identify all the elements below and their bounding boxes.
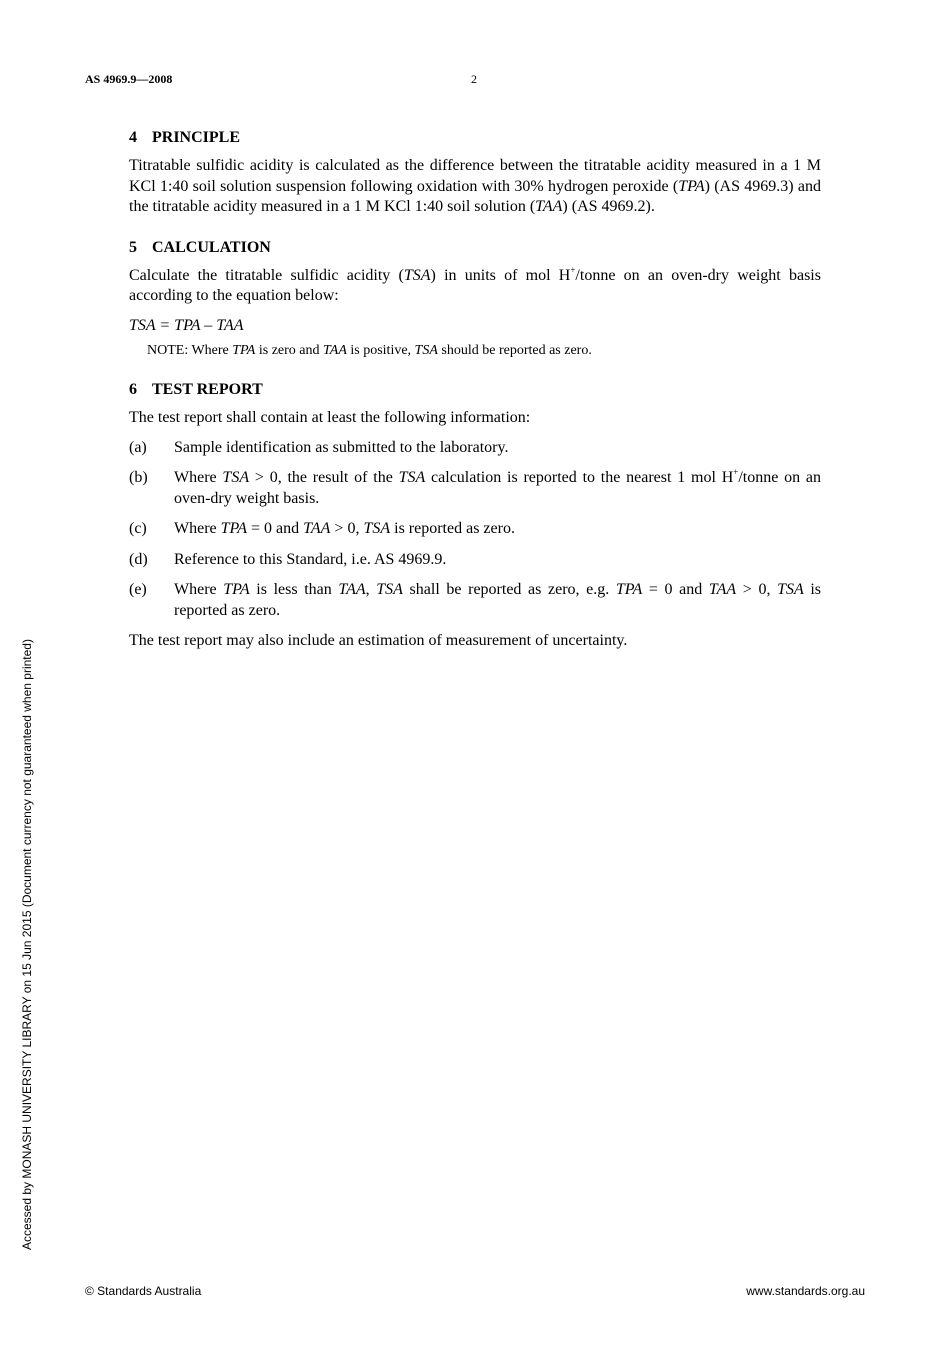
list-item bbox=[129, 438, 821, 459]
text-run: ) (AS 4969.2). bbox=[562, 198, 655, 215]
symbol-taa: TAA bbox=[303, 520, 331, 537]
symbol-tpa: TPA bbox=[678, 177, 705, 195]
text-run: /tonne on an oven-dry weight basis according to the equation below: bbox=[129, 266, 821, 304]
section-heading-test-report bbox=[129, 380, 821, 400]
equation: TSA = TPA – TAA bbox=[129, 316, 244, 334]
calculation-paragraph bbox=[129, 266, 821, 307]
symbol-tsa: TSA bbox=[414, 343, 438, 358]
list-item-text bbox=[174, 468, 821, 509]
symbol-taa: TAA bbox=[535, 198, 563, 215]
text-run: is less than bbox=[249, 581, 339, 598]
list-item-label: (c) bbox=[129, 520, 147, 537]
access-watermark-text: Accessed by MONASH UNIVERSITY LIBRARY on 15 Jun 2015 (Document currency not guaranteed when printed) bbox=[20, 639, 34, 1250]
text-run: calculation is reported to the nearest 1 mol H bbox=[425, 469, 734, 486]
test-report-intro: The test report shall contain at least the following information: bbox=[129, 409, 531, 426]
list-item-text: Reference to this Standard, i.e. AS 4969.9. bbox=[174, 550, 447, 568]
symbol-tsa: TSA bbox=[403, 266, 431, 284]
section-title: CALCULATION bbox=[152, 238, 271, 256]
text-run: is reported as zero. bbox=[174, 581, 822, 619]
symbol-tpa: TPA bbox=[220, 520, 248, 537]
page-content bbox=[129, 128, 821, 672]
symbol-tsa: TSA bbox=[376, 581, 403, 598]
section-calculation bbox=[129, 238, 821, 361]
footer-copyright: © Standards Australia bbox=[85, 1284, 202, 1298]
text-run: is zero and bbox=[255, 343, 324, 358]
page-number: 2 bbox=[471, 72, 477, 86]
text-run: shall be reported as zero, e.g. bbox=[402, 581, 616, 598]
text-run: > 0, the result of the bbox=[249, 469, 399, 486]
section-heading-calculation bbox=[129, 238, 821, 258]
superscript-plus: + bbox=[733, 467, 739, 477]
section-title: PRINCIPLE bbox=[152, 129, 241, 146]
list-item bbox=[129, 580, 821, 621]
symbol-tsa: TSA bbox=[777, 581, 804, 598]
section-number: 6 bbox=[129, 381, 137, 398]
text-run: = 0 and bbox=[247, 520, 304, 537]
section-heading-principle bbox=[129, 128, 821, 148]
text-run: is positive bbox=[346, 343, 408, 358]
section-test-report bbox=[129, 380, 821, 652]
report-items-list bbox=[129, 438, 821, 622]
text-run: > 0, bbox=[330, 520, 364, 537]
list-item-text bbox=[174, 580, 821, 621]
text-run: , bbox=[407, 343, 415, 358]
footer-website: www.standards.org.au bbox=[746, 1284, 865, 1298]
section-principle bbox=[129, 128, 821, 218]
text-run: Titratable sulfidic acidity is calculated as the difference between the titratable acidity measured in a 1 M KCl 1:40 soil solution suspension following oxidation with 30% hydrogen peroxide ( bbox=[129, 157, 821, 195]
symbol-tsa: TSA bbox=[398, 469, 426, 486]
text-run: is reported as zero. bbox=[390, 520, 515, 537]
test-report-closing: The test report may also include an estimation of measurement of uncertainty. bbox=[129, 632, 628, 649]
list-item-text: Sample identification as submitted to the laboratory. bbox=[174, 438, 509, 456]
symbol-tpa: TPA bbox=[232, 343, 256, 358]
symbol-tsa: TSA bbox=[363, 520, 391, 537]
symbol-tpa: TPA bbox=[615, 581, 643, 598]
symbol-taa: TAA bbox=[323, 343, 347, 358]
section-number: 4 bbox=[129, 129, 137, 146]
standard-id: AS 4969.9—2008 bbox=[85, 72, 173, 86]
note bbox=[147, 342, 821, 360]
text-run: should be reported as zero. bbox=[437, 343, 592, 358]
list-item bbox=[129, 468, 821, 509]
symbol-taa: TAA bbox=[338, 581, 366, 598]
symbol-taa: TAA bbox=[708, 581, 737, 598]
text-run: /tonne on an oven-dry weight basis. bbox=[174, 469, 821, 507]
symbol-tpa: TPA bbox=[223, 581, 250, 598]
superscript-plus: + bbox=[570, 264, 576, 275]
list-item-label: (b) bbox=[129, 469, 148, 486]
list-item-label: (a) bbox=[129, 438, 147, 456]
text-run: ) in units of mol H bbox=[430, 266, 571, 284]
list-item-label: (e) bbox=[129, 581, 147, 598]
section-title: TEST REPORT bbox=[152, 381, 263, 398]
list-item bbox=[129, 519, 821, 540]
text-run: , bbox=[365, 581, 377, 598]
text-run: > 0, bbox=[736, 581, 778, 598]
principle-paragraph bbox=[129, 156, 821, 218]
list-item bbox=[129, 550, 821, 571]
section-number: 5 bbox=[129, 238, 137, 256]
list-item-label: (d) bbox=[129, 550, 148, 568]
text-run: Where bbox=[174, 581, 224, 598]
symbol-tsa: TSA bbox=[222, 469, 250, 486]
text-run: NOTE: Where bbox=[147, 343, 233, 358]
text-run: Calculate the titratable sulfidic acidity ( bbox=[129, 266, 404, 284]
text-run: Where bbox=[174, 469, 223, 486]
text-run: = 0 and bbox=[642, 581, 709, 598]
text-run: Where bbox=[174, 520, 221, 537]
list-item-text bbox=[174, 519, 821, 540]
text-run: ) (AS 4969.3) and the titratable acidity measured in a 1 M KCl 1:40 soil solution ( bbox=[129, 177, 821, 215]
